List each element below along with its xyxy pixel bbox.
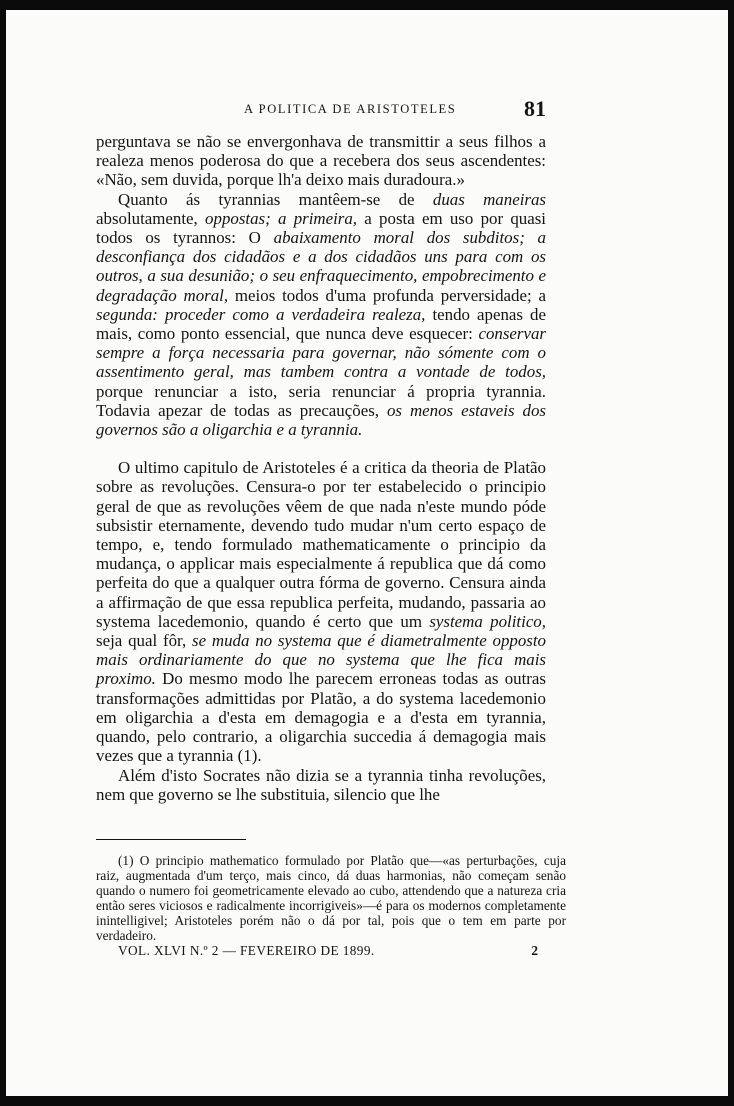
italic-text: duas maneiras (432, 189, 546, 209)
footnote: (1) O principio mathematico formulado por Platão que—«as perturbações, cuja raiz, augmentada d'um terço, mais cinco, dá duas harmonias, não começam senão quando o numero foi geometricamente elevado ao cubo, attendendo que a natureza cria então seres viciosos e radicalmente incorrigiveis»—é para os modernos completamente inintelligivel; Aristoteles porém não o dá por tal, pois que o tem em parte por verdadeiro. (96, 853, 566, 944)
sheet-mark: 2 (531, 943, 538, 958)
text-run: Do mesmo modo lhe parecem erroneas todas as outras transformações admittidas por Platão, a do systema lacedemonio em oligarchia a d'esta em demagogia e a d'esta em tyrannia, quando, pelo contrario, a oligarchia succedia á demagogia mais vezes que a tyrannia (1). (96, 669, 546, 766)
footnote-rule (96, 839, 246, 840)
text-run: a posta em uso por quasi todos os tyrannos: O (96, 208, 546, 248)
text-run: seja qual fôr, (96, 631, 192, 651)
italic-text: segunda: proceder como a verdadeira realeza, (96, 304, 426, 324)
signature-line (118, 943, 548, 961)
italic-text: abaixamento moral dos subditos; a desconfiança dos cidadãos e a dos cidadãos uns para com os outros, a sua desunião; o seu enfraquecimento, empobrecimento e degradação moral, (96, 228, 547, 305)
paragraph (96, 132, 546, 190)
text-run: tendo apenas de mais, como ponto essencial, que nunca deve esquecer: (96, 304, 547, 344)
page-number: 81 (524, 96, 546, 121)
italic-text: systema politico, (429, 611, 546, 631)
text-run: porque renunciar a isto, seria renunciar á propria tyrannia. Todavia apezar de todas as precauções, (96, 381, 546, 420)
text-run: absolutamente, (96, 208, 206, 228)
italic-text: conservar sempre a força necessaria para governar, não sómente com o assentimento geral, mas tambem contra a vontade de todos, (96, 324, 546, 382)
text-run: Além d'isto Socrates não dizia se a tyrannia tinha revoluções, nem que governo se lhe substituia, silencio que lhe (96, 765, 546, 804)
paragraph (96, 458, 546, 765)
paragraph (96, 190, 546, 440)
running-head (96, 96, 546, 126)
volume-line: VOL. XLVI N.º 2 — FEVEREIRO DE 1899. (118, 943, 375, 958)
text-run: Quanto ás tyrannias mantêem-se de (118, 189, 433, 209)
body-text (96, 132, 546, 804)
italic-text: os menos estaveis dos governos são a oligarchia e a tyrannia. (96, 400, 546, 440)
italic-text: oppostas; a primeira, (205, 208, 358, 228)
paragraph (96, 766, 546, 804)
running-title: A POLITICA DE ARISTOTELES (244, 102, 457, 116)
text-run: perguntava se não se envergonhava de transmittir a seus filhos a realeza menos poderosa do que a recebera dos seus ascendentes: «Não, sem duvida, porque lh'a deixo mais duradoura.» (96, 132, 546, 190)
text-run: O ultimo capitulo de Aristoteles é a critica da theoria de Platão sobre as revoluções. Censura-o por ter estabelecido o principio geral de que as revoluções vêem de que nada n'este mundo póde subsistir eternamente, devendo tudo mudar n'um certo espaço de tempo, e, tendo formulado mathematicamente o principio da mudança, o applicar mais especialmente á republica que dá como perfeita do que a qualquer outra fórma de governo. Censura ainda a affirmação de que essa republica perfeita, mudando, passaria ao systema lacedemonio, quando é certo que um (96, 458, 546, 631)
text-run: meios todos d'uma profunda perversidade; a (228, 285, 546, 305)
italic-text: se muda no systema que é diametralmente opposto mais ordinariamente do que no systema que lhe fica mais proximo. (96, 631, 546, 689)
